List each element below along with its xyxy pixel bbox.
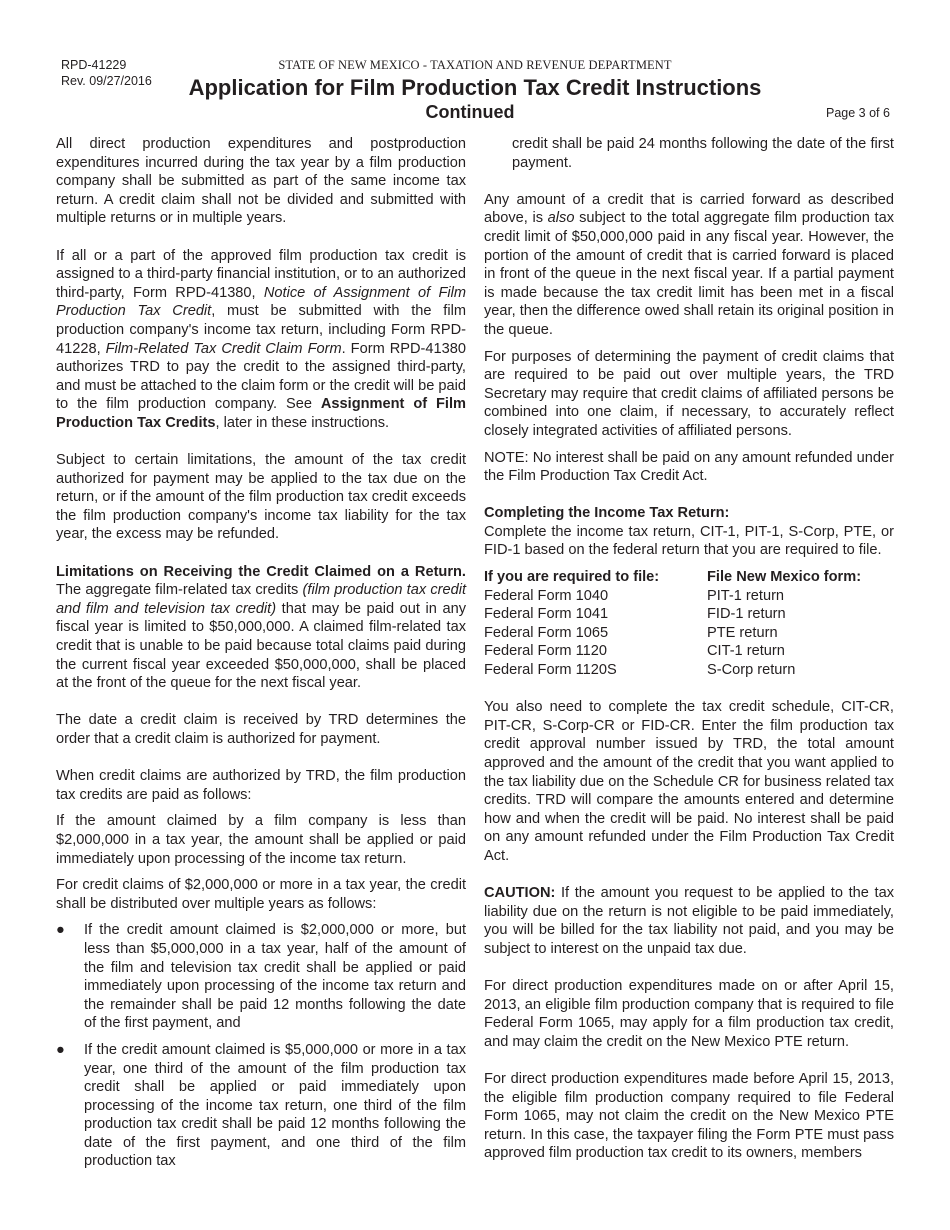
bullet-continuation: credit shall be paid 24 months following the date of the first payment. xyxy=(512,136,894,171)
right-column xyxy=(484,135,894,1163)
text-run: If all or a part of the approved film production tax credit is assigned to a third-party financial institution, or to an authorized third-party, Form RPD-41380, xyxy=(56,247,466,301)
page-title: Application for Film Production Tax Credit Instructions xyxy=(188,75,762,100)
table-cell: Federal Form 1065 xyxy=(484,624,609,641)
table-cell: Federal Form 1120S xyxy=(484,662,617,679)
text-run: that may be paid out in any fiscal year is limited to $50,000,000. A claimed film-related tax credit that is unable to be paid because total claims paid during the current fiscal year exceeded $50,000,000, shall be placed at the front of the queue for the next fiscal year. xyxy=(56,600,466,692)
agency-name: STATE OF NEW MEXICO - TAXATION AND REVENUE DEPARTMENT xyxy=(278,58,672,72)
paragraph-under-2m: If the amount claimed by a film company is less than $2,000,000 in a tax year, the amount shall be applied or paid immediately upon processing of the income tax return. xyxy=(56,813,466,867)
table-header: If you are required to file: xyxy=(484,569,660,586)
paragraph-expenditures: All direct production expenditures and postproduction expenditures incurred during the tax year by a film production company shall be submitted as part of the same income tax return. A credit claim shall not be divided and submitted with multiple returns or in multiple years. xyxy=(56,136,466,227)
bullet-icon: ● xyxy=(56,1041,65,1058)
forms-table xyxy=(484,568,894,680)
section-heading-completing-return xyxy=(484,504,894,523)
table-cell: S-Corp return xyxy=(707,662,796,679)
table-row xyxy=(484,661,894,680)
table-row xyxy=(484,605,894,624)
table-cell: CIT-1 return xyxy=(707,643,785,660)
form-title-notice: Notice of Assignment of Film Production Tax Credit xyxy=(56,284,467,320)
table-cell: PIT-1 return xyxy=(707,587,785,604)
paragraph-limitations-intro: Subject to certain limitations, the amount of the tax credit authorized for payment may be applied to the tax due on the return, or if the amount of the film production tax credit exceeds the film production company's income tax liability for the tax year, the excess may be refunded. xyxy=(56,452,466,543)
page-number: Page 3 of 6 xyxy=(826,106,890,120)
table-cell: Federal Form 1120 xyxy=(484,643,608,660)
paragraph-after-april-2013: For direct production expenditures made on or after April 15, 2013, an eligible film production company that is required to file Federal Form 1065, may apply for a film production tax credit, and may claim the credit on the New Mexico PTE return. xyxy=(484,978,894,1050)
text-run: , later in these instructions. xyxy=(215,414,390,431)
paragraph-assignment xyxy=(56,247,466,433)
paragraph-limitations xyxy=(56,563,466,693)
left-column xyxy=(56,135,466,1171)
bullet-icon: ● xyxy=(56,922,65,939)
text-run: , must be submitted with the film production company's income tax return, including Form RPD-41228, xyxy=(56,303,466,357)
caution-label: CAUTION: xyxy=(484,885,556,902)
limitations-heading: Limitations on Receiving the Credit Claimed on a Return. xyxy=(56,563,466,580)
text-run-italic: also xyxy=(547,210,575,227)
text-run: . Form RPD-41380 authorizes TRD to pay the credit to the assigned third-party, and must be attached to the claim form or the credit will be paid to the film production company. See xyxy=(56,340,466,413)
table-header-row xyxy=(484,568,894,587)
paragraph-complete-return: Complete the income tax return, CIT-1, PIT-1, S-Corp, PTE, or FID-1 based on the federal return that you are required to file. xyxy=(484,523,894,559)
bullet-item xyxy=(56,921,466,1033)
paragraph-over-2m: For credit claims of $2,000,000 or more in a tax year, the credit shall be distributed over multiple years as follows: xyxy=(56,877,466,912)
paragraph-before-april-2013: For direct production expenditures made before April 15, 2013, the eligible film production company required to file Federal Form 1065, may not claim the credit on the New Mexico PTE return. In this case, the taxpayer filing the Form PTE must pass approved film production tax credit to its owners, members xyxy=(484,1071,894,1162)
text-run: The aggregate film-related tax credits xyxy=(56,582,303,599)
paragraph-caution xyxy=(484,884,894,958)
text-run: subject to the total aggregate film production tax credit limit of $50,000,000 paid in any fiscal year. However, the portion of the amount of credit that is carried forward is placed in front of the queue in the next fiscal year. If a partial payment is made because the tax credit limit has been met in a fiscal year, then the difference owed shall retain its original position in the queue. xyxy=(484,210,895,338)
bullet-text: If the credit amount claimed is $5,000,000 or more in a tax year, one third of the amount of the film production tax credit shall be applied or paid immediately upon processing of the income tax return, one third of the film production tax credit shall be paid 12 months following the date of the first payment, and one third of the film production tax xyxy=(84,1041,466,1170)
bullet-item xyxy=(56,1041,466,1171)
paragraph-claim-date: The date a credit claim is received by TRD determines the order that a credit claim is authorized for payment. xyxy=(56,712,466,747)
text-run-italic: (film production tax credit and film and television tax credit) xyxy=(56,582,467,617)
table-cell: Federal Form 1041 xyxy=(484,606,609,623)
paragraph-schedule-cr: You also need to complete the tax credit schedule, CIT-CR, PIT-CR, S-Corp-CR or FID-CR. Enter the film production tax credit approval number issued by TRD, the total amount approved and the amount of the credit that you want applied to the tax liability due on the Schedule CR for business related tax credits. TRD will compare the amounts entered and determine how and when the credit will be paid. No interest shall be paid on any amount refunded under the Film Production Tax Credit Act. xyxy=(484,699,894,864)
section-heading: Completing the Income Tax Return: xyxy=(484,505,730,522)
form-title-claim: Film-Related Tax Credit Claim Form xyxy=(105,340,342,357)
table-row xyxy=(484,642,894,661)
revision-date: Rev. 09/27/2016 xyxy=(61,74,152,88)
bullet-text: If the credit amount claimed is $2,000,000 or more, but less than $5,000,000 in a tax year, half of the amount of the film and television tax credit shall be applied or paid immediately upon processing of the income tax return and the remainder shall be paid 12 months following the date of the first payment, and xyxy=(84,922,466,1032)
table-cell: PTE return xyxy=(707,624,778,641)
text-run: Any amount of a credit that is carried forward as described above, is xyxy=(484,191,894,227)
paragraph-carry-forward xyxy=(484,191,894,340)
table-header: File New Mexico form: xyxy=(707,569,862,586)
paragraph-affiliated-persons: For purposes of determining the payment of credit claims that are required to be paid out over multiple years, the TRD Secretary may require that credit claims of affiliated persons be combined into one claim, if necessary, to accurately reflect closely integrated activities of affiliated persons. xyxy=(484,348,894,439)
paragraph-payment-intro: When credit claims are authorized by TRD, the film production tax credits are paid as follows: xyxy=(56,768,466,803)
form-number: RPD-41229 xyxy=(61,58,127,72)
text-run: If the amount you request to be applied to the tax liability due on the return is not eligible to be paid immediately, you will be billed for the tax liability not paid, and you may be subject to interest on the unpaid tax due. xyxy=(484,885,894,957)
section-reference: Assignment of Film Production Tax Credits xyxy=(56,396,466,431)
table-row xyxy=(484,624,894,643)
page-subtitle: Continued xyxy=(425,102,515,122)
table-cell: FID-1 return xyxy=(707,606,786,623)
paragraph-note: NOTE: No interest shall be paid on any amount refunded under the Film Production Tax Credit Act. xyxy=(484,449,894,485)
table-row xyxy=(484,587,894,606)
table-cell: Federal Form 1040 xyxy=(484,587,609,604)
